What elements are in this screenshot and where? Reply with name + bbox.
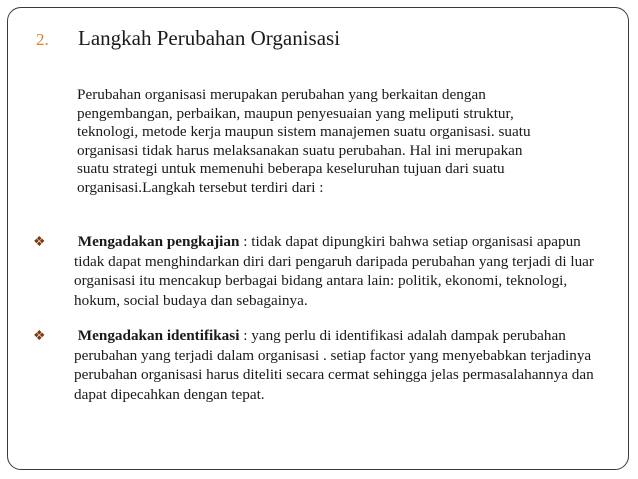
bullet-item-identifikasi [74,326,604,404]
intro-paragraph: Perubahan organisasi merupakan perubahan yang berkaitan dengan pengembangan, perbaikan, maupun penyesuaian yang meliputi struktur, teknologi, metode kerja maupun sistem manajemen suatu organisasi. suatu organisasi tidak harus melaksanakan suatu perubahan. Hal ini merupakan suatu strategi untuk memenuhi beberapa keseluruhan tujuan dari suatu organisasi.Langkah tersebut terdiri dari : [77,86,531,196]
bullet-item-pengkajian [74,232,604,310]
diamond-bullet-icon: ❖ [33,329,46,344]
slide-title: Langkah Perubahan Organisasi [78,26,341,50]
bullet-term: Mengadakan pengkajian [77,233,240,250]
bullet-text: : yang perlu di identifikasi adalah dampak perubahan perubahan yang terjadi dalam organisasi . setiap factor yang menyebabkan terjadinya perubahan organisasi harus diteliti secara cermat sehingga jelas permasalahannya dan dapat dipecahkan dengan tepat. [74,327,594,403]
section-number: 2. [36,30,49,49]
diamond-bullet-icon: ❖ [33,235,46,250]
bullet-text: : tidak dapat dipungkiri bahwa setiap organisasi apapun tidak dapat menghindarkan diri dari pengaruh daripada perubahan yang terjadi di luar organisasi itu mencakup berbagai bidang antara lain: politik, ekonomi, teknologi, hokum, social budaya dan sebagainya. [74,233,594,309]
bullet-term: Mengadakan identifikasi [77,327,240,344]
